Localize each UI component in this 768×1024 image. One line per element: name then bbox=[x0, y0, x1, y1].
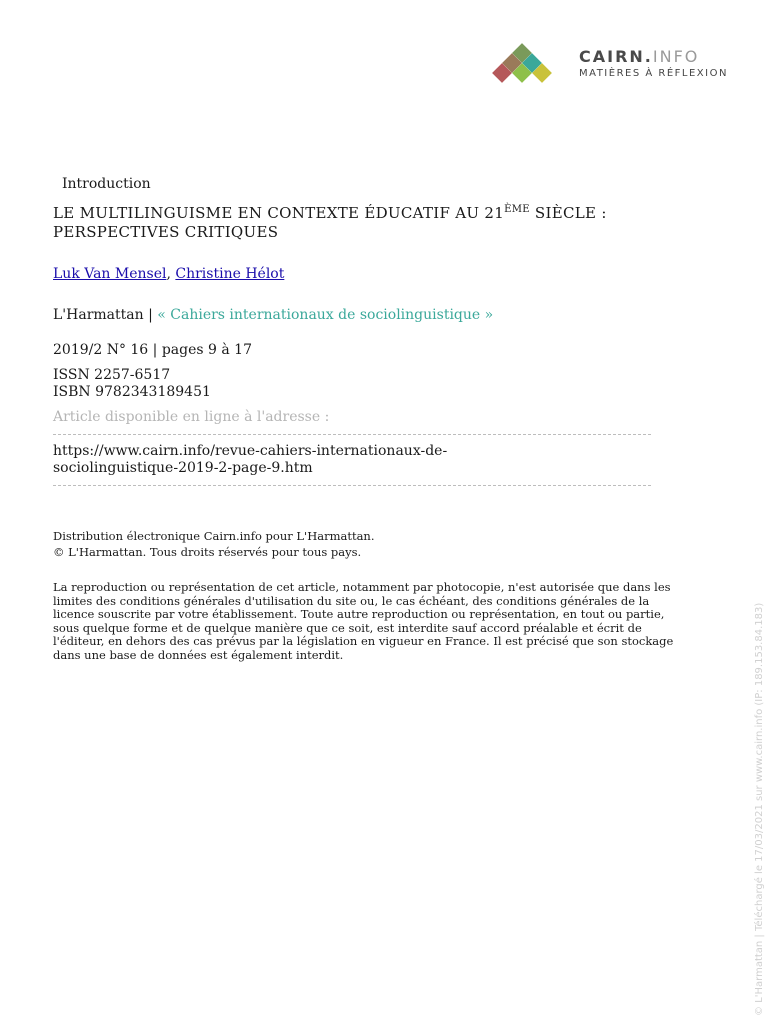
author-link[interactable]: Luk Van Mensel bbox=[53, 266, 167, 282]
divider bbox=[53, 434, 651, 435]
journal-link[interactable]: « Cahiers internationaux de sociolinguistique » bbox=[157, 307, 494, 323]
brand-tagline: MATIÈRES À RÉFLEXION bbox=[579, 68, 728, 79]
copyright-note: © L'Harmattan. Tous droits réservés pour tous pays. bbox=[53, 545, 362, 559]
download-watermark: © L'Harmattan | Téléchargé le 17/03/2021 sur www.cairn.info (IP: 189.153.84.183) bbox=[754, 602, 765, 1016]
authors: Luk Van Mensel, Christine Hélot bbox=[53, 266, 285, 282]
divider bbox=[53, 485, 651, 486]
publisher-journal bbox=[53, 307, 493, 323]
publisher: L'Harmattan | bbox=[53, 307, 158, 323]
distribution-note: Distribution électronique Cairn.info pour L'Harmattan. bbox=[53, 529, 375, 543]
issn: ISSN 2257-6517 bbox=[53, 367, 171, 383]
isbn: ISBN 9782343189451 bbox=[53, 384, 211, 400]
section-label: Introduction bbox=[62, 176, 151, 192]
brand-name: CAIRN.INFO bbox=[579, 47, 700, 66]
legal-notice: La reproduction ou représentation de cet article, notamment par photocopie, n'est autorisée que dans les limites des conditions générales d'utilisation du site ou, le cas échéant, des conditions générales de la licence souscrite par votre établissement. Toute autre reproduction ou représentation, en tout ou partie, sous quelque forme et de quelque manière que ce soit, est interdite sauf accord préalable et écrit de l'éditeur, en dehors des cas prévus par la législation en vigueur en France. Il est précisé que son stockage dans une base de données est également interdit. bbox=[53, 580, 674, 662]
author-link[interactable]: Christine Hélot bbox=[175, 266, 285, 282]
article-title: LE MULTILINGUISME EN CONTEXTE ÉDUCATIF AU 21ÈME SIÈCLE : PERSPECTIVES CRITIQUES bbox=[53, 204, 607, 241]
article-url[interactable]: https://www.cairn.info/revue-cahiers-internationaux-de- sociolinguistique-2019-2-page-9.htm bbox=[53, 443, 448, 476]
cairn-logo[interactable] bbox=[487, 42, 727, 90]
cairn-diamond-mark-icon bbox=[487, 42, 571, 90]
issue-info: 2019/2 N° 16 | pages 9 à 17 bbox=[53, 342, 252, 358]
available-online-label: Article disponible en ligne à l'adresse : bbox=[53, 409, 330, 425]
